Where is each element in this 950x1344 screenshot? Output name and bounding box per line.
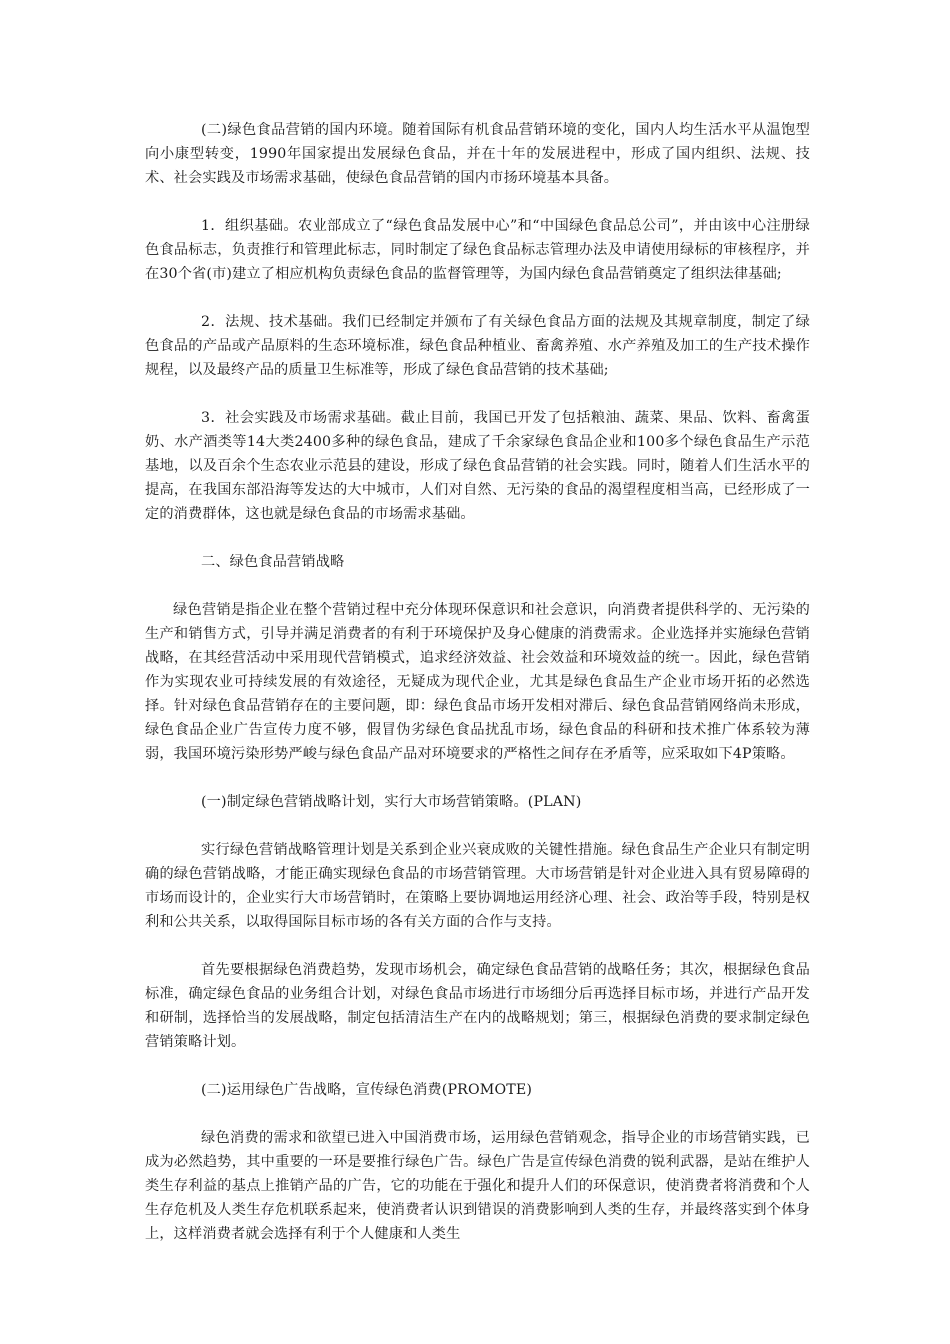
subheading-plan: (一)制定绿色营销战略计划，实行大市场营销策略。(PLAN)	[201, 794, 582, 810]
paragraph-strategic-plan: 实行绿色营销战略管理计划是关系到企业兴衰成败的关键性措施。绿色食品生产企业只有制定明确的绿色营销战略，才能正确实现绿色食品的市场营销管理。大市场营销是针对企业进入具有贸易障碍的市场而设计的，企业实行大市场营销时，在策略上要协调地运用经济心理、社会、政治等手段，特别是权利和公共关系，以取得国际目标市场的各有关方面的合作与支持。	[145, 842, 810, 930]
paragraph-social-practice-basis: 3．社会实践及市场需求基础。截止目前，我国已开发了包括粮油、蔬菜、果品、饮料、畜禽蛋奶、水产酒类等14大类2400多种的绿色食品，建成了千余家绿色食品企业和100多个绿色食品生产示范基地，以及百余个生态农业示范县的建设，形成了绿色食品营销的社会实践。同时，随着人们生活水平的提高，在我国东部沿海等发达的大中城市，人们对自然、无污染的食品的渴望程度相当高，已经形成了一定的消费群体，这也就是绿色食品的市场需求基础。	[145, 410, 810, 522]
paragraph-organizational-basis: 1．组织基础。农业部成立了“绿色食品发展中心”和“中国绿色食品总公司”，并由该中心注册绿色食品标志，负责推行和管理此标志，同时制定了绿色食品标志管理办法及申请使用绿标的审核程序，并在30个省(市)建立了相应机构负责绿色食品的监督管理等，为国内绿色食品营销奠定了组织法律基础;	[145, 218, 810, 282]
paragraph-domestic-environment: (二)绿色食品营销的国内环境。随着国际有机食品营销环境的变化，国内人均生活水平从温饱型向小康型转变，1990年国家提出发展绿色食品，并在十年的发展进程中，形成了国内组织、法规、技术、社会实践及市场需求基础，使绿色食品营销的国内市扬环境基本具备。	[145, 122, 810, 186]
paragraph-regulatory-technical-basis: 2．法规、技术基础。我们已经制定并颁布了有关绿色食品方面的法规及其规章制度，制定了绿色食品的产品或产品原料的生态环境标准，绿色食品种植业、畜禽养殖、水产养殖及加工的生产技术操作规程，以及最终产品的质量卫生标准等，形成了绿色食品营销的技术基础;	[145, 314, 810, 378]
section-heading-marketing-strategy: 二、绿色食品营销战略	[201, 554, 345, 570]
paragraph-steps: 首先要根据绿色消费趋势，发现市场机会，确定绿色食品营销的战略任务；其次，根据绿色食品标准，确定绿色食品的业务组合计划，对绿色食品市场进行市场细分后再选择目标市场，并进行产品开发和研制，选择恰当的发展战略，制定包括清洁生产在内的战略规划；第三，根据绿色消费的要求制定绿色营销策略计划。	[145, 962, 810, 1050]
paragraph-green-advertising: 绿色消费的需求和欲望已进入中国消费市场，运用绿色营销观念，指导企业的市场营销实践，已成为必然趋势，其中重要的一环是要推行绿色广告。绿色广告是宣传绿色消费的锐利武器，是站在维护人类生存利益的基点上推销产品的广告，它的功能在于强化和提升人们的环保意识，使消费者将消费和个人生存危机及人类生存危机联系起来，使消费者认识到错误的消费影响到人类的生存，并最终落实到个体身上，这样消费者就会选择有利于个人健康和人类生	[145, 1130, 810, 1242]
document-body	[145, 118, 810, 1246]
subheading-promote: (二)运用绿色广告战略，宣传绿色消费(PROMOTE)	[201, 1082, 533, 1098]
paragraph-green-marketing-definition: 绿色营销是指企业在整个营销过程中充分体现环保意识和社会意识，向消费者提供科学的、无污染的生产和销售方式，引导并满足消费者的有利于环境保护及身心健康的消费需求。企业选择并实施绿色营销战略，在其经营活动中采用现代营销模式，追求经济效益、社会效益和环境效益的统一。因此，绿色营销作为实现农业可持续发展的有效途径，无疑成为现代企业，尤其是绿色食品生产企业市场开拓的必然选择。针对绿色食品营销存在的主要问题，即：绿色食品市场开发相对滞后、绿色食品营销网络尚未形成，绿色食品企业广告宣传力度不够，假冒伪劣绿色食品扰乱市场，绿色食品的科研和技术推广体系较为薄弱，我国环境污染形势严峻与绿色食品产品对环境要求的严格性之间存在矛盾等，应采取如下4P策略。	[145, 602, 810, 762]
